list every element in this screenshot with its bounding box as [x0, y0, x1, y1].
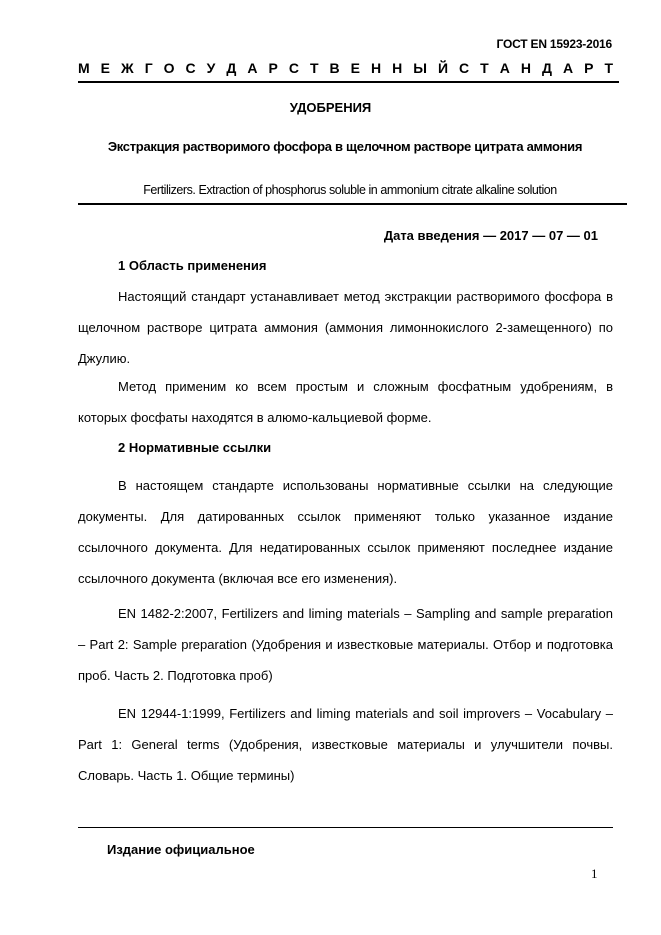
official-edition-label: Издание официальное: [107, 842, 255, 857]
paragraph-reference-en-12944: EN 12944-1:1999, Fertilizers and liming materials and soil improvers – Vocabulary – Part 1: General terms (Удобрения, известковые материалы и улучшители почвы. Словарь. Часть 1. Общие термины): [78, 706, 613, 783]
page-number: 1: [591, 866, 598, 881]
footer-rule: [78, 827, 613, 828]
section-heading-normative-references: 2 Нормативные ссылки: [118, 440, 272, 455]
introduction-date: Дата введения — 2017 — 07 — 01: [383, 228, 598, 243]
title-rule: [78, 203, 627, 205]
section-heading-scope: 1 Область применения: [118, 258, 267, 273]
header-rule: [78, 81, 619, 83]
paragraph-reference-en-1482: EN 1482-2:2007, Fertilizers and liming materials – Sampling and sample preparation – Part 2: Sample preparation (Удобрения и известковые материалы. Отбор и подготовка проб. Часть 2. Подготовка проб): [78, 606, 613, 683]
paragraph-scope-2: Метод применим ко всем простым и сложным фосфатным удобрениям, в которых фосфаты находятся в алюмо-кальциевой форме.: [78, 379, 613, 425]
paragraph-references-intro: В настоящем стандарте использованы нормативные ссылки на следующие документы. Для датированных ссылок применяют только указанное издание ссылочного документа. Для недатированных ссылок применяют последнее издание ссылочного документа (включая все его изменения).: [78, 478, 613, 586]
gost-number: ГОСТ EN 15923-2016: [496, 37, 612, 51]
document-subtitle-ru: Экстракция растворимого фосфора в щелочном растворе цитрата аммония: [107, 139, 583, 154]
standard-type-banner: М Е Ж Г О С У Д А Р С Т В Е Н Н Ы Й С Т А Н Д А Р Т: [78, 60, 613, 76]
document-subtitle-en: Fertilizers. Extraction of phosphorus soluble in ammonium citrate alkaline solution: [143, 183, 557, 197]
paragraph-scope-1: Настоящий стандарт устанавливает метод экстракции растворимого фосфора в щелочном растворе цитрата аммония (аммония лимоннокислого 2-замещенного) по Джулию.: [78, 289, 613, 366]
document-title: УДОБРЕНИЯ: [289, 100, 372, 115]
